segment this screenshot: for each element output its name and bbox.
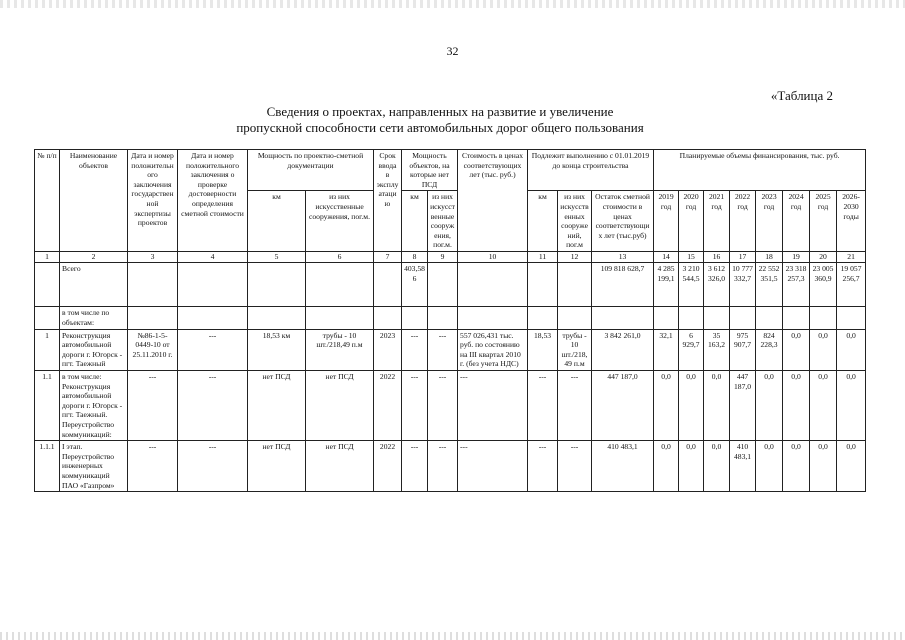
cell-name: в том числе по объектам: xyxy=(60,307,128,329)
column-number-cell: 13 xyxy=(592,251,654,263)
cell-e-km: --- xyxy=(528,371,558,441)
cell-funding-year xyxy=(783,307,810,329)
cell-remaining xyxy=(592,307,654,329)
cell-p-struct xyxy=(428,263,458,307)
header-name: Наименование объектов xyxy=(60,150,128,252)
cell-e-struct xyxy=(558,307,592,329)
cell-funding-year: 23 318 257,3 xyxy=(783,263,810,307)
column-number-cell: 19 xyxy=(783,251,810,263)
cell-km: 18,53 км xyxy=(248,329,306,370)
header-year-2026-2030: 2026-2030 годы xyxy=(837,191,866,252)
cell-funding-year xyxy=(810,307,837,329)
cell-date2: --- xyxy=(178,441,248,492)
cell-funding-year: 0,0 xyxy=(837,441,866,492)
table-row xyxy=(35,329,866,370)
cell-term xyxy=(374,307,402,329)
cell-e-km xyxy=(528,307,558,329)
cell-term: 2022 xyxy=(374,371,402,441)
cell-cost: 557 026,431 тыс. руб. по состоянию на III квартал 2010 г. (без учета НДС) xyxy=(458,329,528,370)
column-number-cell: 5 xyxy=(248,251,306,263)
cell-funding-year: 410 483,1 xyxy=(730,441,756,492)
document-title-line-1: Сведения о проектах, направленных на развитие и увеличение xyxy=(266,104,614,119)
column-number-row xyxy=(35,251,866,263)
header-funding: Планируемые объемы финансирования, тыс. руб. xyxy=(654,150,866,191)
cell-funding-year: 4 285 199,1 xyxy=(654,263,679,307)
cell-name: I этап. Переустройство инженерных коммуникаций ПАО «Газпром» xyxy=(60,441,128,492)
cell-p-km: --- xyxy=(402,441,428,492)
column-number-cell: 2 xyxy=(60,251,128,263)
header-power-no-psd: Мощность объектов, на которые нет ПСД xyxy=(402,150,458,191)
cell-p-km: --- xyxy=(402,371,428,441)
cell-cost: --- xyxy=(458,441,528,492)
column-number-cell: 1 xyxy=(35,251,60,263)
cell-funding-year: 0,0 xyxy=(704,371,730,441)
cell-num: 1 xyxy=(35,329,60,370)
cell-km xyxy=(248,307,306,329)
scan-artifact-bottom xyxy=(0,632,905,640)
header-year-2020: 2020 год xyxy=(679,191,704,252)
cell-e-km: 18,53 xyxy=(528,329,558,370)
cell-funding-year: 0,0 xyxy=(783,329,810,370)
cell-funding-year: 0,0 xyxy=(679,441,704,492)
cell-structures: нет ПСД xyxy=(306,441,374,492)
header-year-2025: 2025 год xyxy=(810,191,837,252)
header-year-2022: 2022 год xyxy=(730,191,756,252)
column-number-cell: 4 xyxy=(178,251,248,263)
header-year-2019: 2019 год xyxy=(654,191,679,252)
header-power-structures: из них искусственные сооружения, пог.м. xyxy=(428,191,458,252)
cell-num xyxy=(35,307,60,329)
header-year-2021: 2021 год xyxy=(704,191,730,252)
cell-e-struct: трубы - 10 шт./218,49 п.м xyxy=(558,329,592,370)
cell-date2: --- xyxy=(178,371,248,441)
column-number-cell: 14 xyxy=(654,251,679,263)
cell-funding-year: 3 210 544,5 xyxy=(679,263,704,307)
cell-funding-year: 0,0 xyxy=(810,441,837,492)
cell-funding-year xyxy=(679,307,704,329)
column-number-cell: 3 xyxy=(128,251,178,263)
column-number-cell: 15 xyxy=(679,251,704,263)
cell-structures xyxy=(306,263,374,307)
cell-date1 xyxy=(128,263,178,307)
cell-funding-year: 0,0 xyxy=(783,441,810,492)
header-exec-remaining: Остаток сметной стоимости в ценах соответствующих лет (тыс.руб) xyxy=(592,191,654,252)
cell-p-km xyxy=(402,307,428,329)
cell-e-struct: --- xyxy=(558,441,592,492)
cell-funding-year: 0,0 xyxy=(704,441,730,492)
cell-funding-year: 6 929,7 xyxy=(679,329,704,370)
cell-structures: нет ПСД xyxy=(306,371,374,441)
cell-funding-year: 0,0 xyxy=(756,371,783,441)
cell-funding-year: 0,0 xyxy=(756,441,783,492)
cell-date2: --- xyxy=(178,329,248,370)
header-date-reliability: Дата и номер положительного заключения о проверке достоверности определения сметной стоимости xyxy=(178,150,248,252)
cell-funding-year: 0,0 xyxy=(654,371,679,441)
cell-funding-year xyxy=(756,307,783,329)
cell-num: 1.1 xyxy=(35,371,60,441)
cell-remaining: 3 842 261,0 xyxy=(592,329,654,370)
column-number-cell: 20 xyxy=(810,251,837,263)
cell-funding-year xyxy=(654,307,679,329)
cell-num xyxy=(35,263,60,307)
cell-km xyxy=(248,263,306,307)
header-to-execute: Подлежит выполнению с 01.01.2019 до конца строительства xyxy=(528,150,654,191)
cell-remaining: 410 483,1 xyxy=(592,441,654,492)
cell-term: 2022 xyxy=(374,441,402,492)
header-exec-km: км xyxy=(528,191,558,252)
cell-term xyxy=(374,263,402,307)
cell-funding-year: 23 005 360,9 xyxy=(810,263,837,307)
cell-num: 1.1.1 xyxy=(35,441,60,492)
header-num: № п/п xyxy=(35,150,60,252)
cell-p-struct: --- xyxy=(428,441,458,492)
cell-funding-year: 975 907,7 xyxy=(730,329,756,370)
scan-artifact-top xyxy=(0,0,905,8)
cell-p-km: --- xyxy=(402,329,428,370)
cell-funding-year: 0,0 xyxy=(837,329,866,370)
cell-cost: --- xyxy=(458,371,528,441)
header-term: Срок ввода в эксплуатацию xyxy=(374,150,402,252)
cell-date2 xyxy=(178,263,248,307)
column-number-cell: 16 xyxy=(704,251,730,263)
cell-name: в том числе: Реконструкция автомобильной дороги г. Югорск - пгт. Таежный. Переустройство коммуникаций: xyxy=(60,371,128,441)
cell-date1: №86-1-5-0449-10 от 25.11.2010 г. xyxy=(128,329,178,370)
header-exec-structures: из них искусственных сооружений, пог.м xyxy=(558,191,592,252)
table-row xyxy=(35,371,866,441)
cell-funding-year xyxy=(837,307,866,329)
cell-name: Всего xyxy=(60,263,128,307)
cell-p-struct: --- xyxy=(428,371,458,441)
page-number: 32 xyxy=(446,44,459,58)
cell-p-km: 403,586 xyxy=(402,263,428,307)
cell-funding-year: 19 057 256,7 xyxy=(837,263,866,307)
cell-funding-year: 824 228,3 xyxy=(756,329,783,370)
cell-funding-year: 0,0 xyxy=(837,371,866,441)
cell-p-struct xyxy=(428,307,458,329)
header-capacity: Мощность по проектно-сметной документации xyxy=(248,150,374,191)
column-number-cell: 17 xyxy=(730,251,756,263)
header-cost: Стоимость в ценах соответствующих лет (тыс. руб.) xyxy=(458,150,528,252)
header-year-2023: 2023 год xyxy=(756,191,783,252)
cell-funding-year: 32,1 xyxy=(654,329,679,370)
cell-date1 xyxy=(128,307,178,329)
document-title-line-2: пропускной способности сети автомобильных дорог общего пользования xyxy=(236,120,644,135)
column-number-cell: 11 xyxy=(528,251,558,263)
column-number-cell: 7 xyxy=(374,251,402,263)
column-number-cell: 12 xyxy=(558,251,592,263)
cell-funding-year xyxy=(730,307,756,329)
cell-km: нет ПСД xyxy=(248,371,306,441)
table-body xyxy=(35,251,866,491)
cell-funding-year: 0,0 xyxy=(810,371,837,441)
cell-remaining: 109 818 628,7 xyxy=(592,263,654,307)
column-number-cell: 8 xyxy=(402,251,428,263)
cell-funding-year: 3 612 326,0 xyxy=(704,263,730,307)
cell-funding-year: 35 163,2 xyxy=(704,329,730,370)
cell-p-struct: --- xyxy=(428,329,458,370)
cell-structures xyxy=(306,307,374,329)
header-power-km: км xyxy=(402,191,428,252)
cell-e-km: --- xyxy=(528,441,558,492)
cell-km: нет ПСД xyxy=(248,441,306,492)
cell-e-struct: --- xyxy=(558,371,592,441)
table-row xyxy=(35,441,866,492)
cell-date2 xyxy=(178,307,248,329)
document-title xyxy=(120,104,760,136)
cell-structures: трубы - 10 шт./218,49 п.м xyxy=(306,329,374,370)
cell-name: Реконструкция автомобильной дороги г. Югорск - пгт. Таежный xyxy=(60,329,128,370)
cell-e-struct xyxy=(558,263,592,307)
cell-date1: --- xyxy=(128,441,178,492)
header-date-conclusion: Дата и номер положительного заключения государственной экспертизы проектов xyxy=(128,150,178,252)
cell-funding-year: 0,0 xyxy=(783,371,810,441)
cell-funding-year: 10 777 332,7 xyxy=(730,263,756,307)
cell-funding-year: 447 187,0 xyxy=(730,371,756,441)
cell-funding-year xyxy=(704,307,730,329)
cell-cost xyxy=(458,263,528,307)
table-label: «Таблица 2 xyxy=(770,88,833,103)
cell-funding-year: 0,0 xyxy=(654,441,679,492)
cell-term: 2023 xyxy=(374,329,402,370)
cell-remaining: 447 187,0 xyxy=(592,371,654,441)
table-row xyxy=(35,263,866,307)
header-year-2024: 2024 год xyxy=(783,191,810,252)
column-number-cell: 18 xyxy=(756,251,783,263)
column-number-cell: 10 xyxy=(458,251,528,263)
header-capacity-structures: из них искусственные сооружения, пог.м. xyxy=(306,191,374,252)
header-capacity-km: км xyxy=(248,191,306,252)
cell-cost xyxy=(458,307,528,329)
cell-e-km xyxy=(528,263,558,307)
column-number-cell: 21 xyxy=(837,251,866,263)
cell-funding-year: 22 552 351,5 xyxy=(756,263,783,307)
header-row-1 xyxy=(35,150,866,191)
column-number-cell: 6 xyxy=(306,251,374,263)
projects-table xyxy=(34,149,866,492)
cell-funding-year: 0,0 xyxy=(679,371,704,441)
cell-date1: --- xyxy=(128,371,178,441)
column-number-cell: 9 xyxy=(428,251,458,263)
table-row xyxy=(35,307,866,329)
cell-funding-year: 0,0 xyxy=(810,329,837,370)
